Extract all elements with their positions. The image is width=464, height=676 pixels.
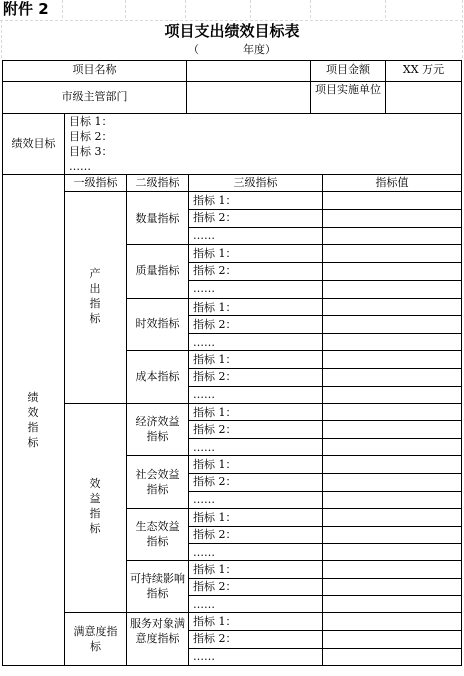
group-satisfaction-label: 满意度指标 [73, 625, 118, 653]
indicator-value-cell[interactable] [323, 456, 461, 473]
indicator-value-cell[interactable] [323, 474, 461, 491]
indicator-value-cell[interactable] [323, 579, 461, 596]
group-benefit-label: 效益指标 [89, 477, 101, 535]
indicator-value-cell[interactable] [323, 561, 461, 578]
project-amount-value: XX 万元 [402, 63, 445, 76]
department-label: 市级主管部门 [61, 90, 128, 103]
indicator-value-cell[interactable] [323, 492, 461, 508]
indicator-value-cell[interactable] [323, 369, 461, 386]
indicator-value-cell[interactable] [323, 545, 461, 561]
indicator-item-label: 指标 2： [193, 211, 237, 224]
indicator-item-label: …… [193, 493, 215, 506]
indicator-item-label: 指标 1： [193, 193, 237, 207]
indicator-value-cell[interactable] [323, 631, 461, 648]
subgroup-timeliness-label: 时效指标 [135, 317, 180, 330]
goals-list [69, 114, 113, 174]
indicator-item-label: 指标 2： [193, 264, 237, 277]
implementing-unit-field[interactable] [386, 82, 461, 113]
goal-item: 目标 1： [69, 115, 113, 128]
indicator-item-label: 指标 1： [193, 614, 237, 628]
indicator-item-label: 指标 2： [193, 580, 237, 593]
subgroup-quality-label: 质量指标 [135, 264, 180, 277]
indicator-item-label: …… [193, 229, 215, 242]
header-level1: 一级指标 [73, 176, 118, 189]
indicator-value-cell[interactable] [323, 527, 461, 544]
department-field[interactable] [187, 82, 310, 113]
indicator-value-cell[interactable] [323, 387, 461, 403]
indicator-value-cell[interactable] [323, 228, 461, 244]
indicator-item-label: 指标 1： [193, 405, 237, 419]
indicator-value-cell[interactable] [323, 192, 461, 209]
goal-item: 目标 2： [69, 130, 113, 143]
indicator-value-cell[interactable] [323, 210, 461, 227]
indicator-item-label: 指标 2： [193, 318, 237, 331]
indicator-item-label: 指标 1： [193, 510, 237, 524]
year-label: 年度） [243, 43, 276, 56]
subgroup-quantity-label: 数量指标 [135, 212, 180, 225]
indicator-value-cell[interactable] [323, 317, 461, 334]
page-title: 项目支出绩效目标表 [164, 22, 300, 40]
indicator-item-label: 指标 1： [193, 457, 237, 471]
indicator-value-cell[interactable] [323, 281, 461, 297]
subgroup-service-satisfaction-label: 服务对象满意度指标 [130, 617, 185, 645]
subgroup-ecological-label: 生态效益指标 [135, 520, 180, 548]
subgroup-economic-label: 经济效益指标 [135, 415, 180, 443]
indicator-item-label: 指标 2： [193, 370, 237, 383]
project-name-field[interactable] [187, 61, 310, 81]
indicator-item-label: …… [193, 650, 215, 663]
header-level3: 三级指标 [233, 176, 278, 189]
indicator-value-cell[interactable] [323, 404, 461, 421]
group-output-label: 产出指标 [89, 267, 101, 325]
year-open-paren: （ [188, 43, 199, 56]
indicator-item-label: 指标 2： [193, 475, 237, 488]
implementing-unit-label: 项目实施单位 [315, 83, 381, 96]
indicator-item-label: 指标 2： [193, 423, 237, 436]
year-line [0, 41, 464, 57]
indicator-item-label: …… [193, 388, 215, 401]
indicator-value-cell[interactable] [323, 440, 461, 456]
indicator-item-label: …… [193, 336, 215, 349]
attachment-label: 附件 2 [3, 0, 49, 18]
indicator-value-cell[interactable] [323, 263, 461, 280]
indicator-value-cell[interactable] [323, 422, 461, 439]
indicator-value-cell[interactable] [323, 597, 461, 613]
indicator-value-cell[interactable] [323, 335, 461, 351]
indicator-value-cell[interactable] [323, 613, 461, 630]
indicator-item-label: 指标 1： [193, 300, 237, 314]
project-amount-label: 项目金额 [326, 63, 370, 76]
indicator-item-label: 指标 1： [193, 246, 237, 260]
indicator-item-label: 指标 2： [193, 632, 237, 645]
indicator-value-cell[interactable] [323, 351, 461, 368]
indicator-item-label: 指标 2： [193, 528, 237, 541]
indicator-value-cell[interactable] [323, 245, 461, 262]
subgroup-cost-label: 成本指标 [135, 370, 180, 383]
indicator-item-label: 指标 1： [193, 562, 237, 576]
goals-label: 绩效目标 [11, 137, 56, 150]
header-level2: 二级指标 [135, 176, 180, 189]
subgroup-sustainable-label: 可持续影响指标 [130, 572, 185, 600]
indicator-item-label: …… [193, 441, 215, 454]
indicator-item-label: 指标 1： [193, 352, 237, 366]
indicator-value-cell[interactable] [323, 299, 461, 316]
indicator-item-label: …… [193, 546, 215, 559]
indicator-value-cell[interactable] [323, 509, 461, 526]
indicators-section-label: 绩效指标 [27, 391, 39, 449]
project-name-label: 项目名称 [72, 63, 117, 76]
goal-item: 目标 3： [69, 145, 113, 158]
indicator-item-label: …… [193, 598, 215, 611]
indicator-value-cell[interactable] [323, 649, 461, 665]
header-value: 指标值 [375, 176, 409, 189]
indicator-item-label: …… [193, 282, 215, 295]
goal-item: …… [69, 160, 91, 173]
subgroup-social-label: 社会效益指标 [135, 468, 180, 496]
